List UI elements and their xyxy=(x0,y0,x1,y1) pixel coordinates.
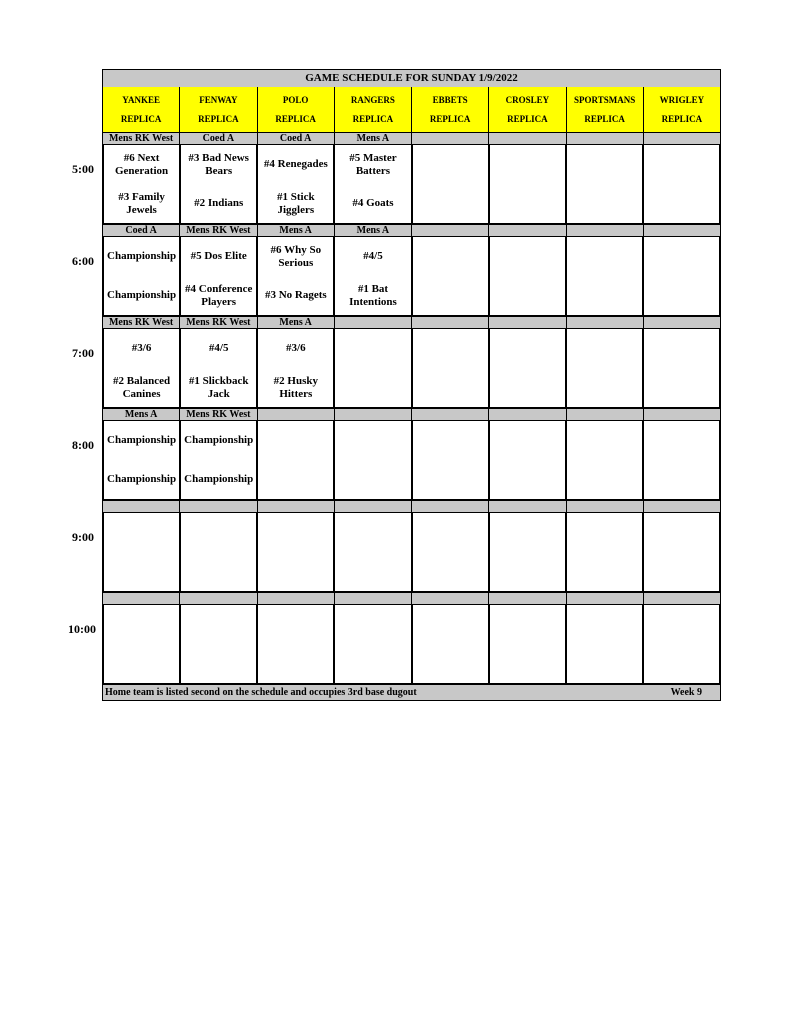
home-team xyxy=(644,184,719,223)
division-label xyxy=(412,225,489,236)
division-label xyxy=(489,133,566,144)
division-label xyxy=(567,133,644,144)
field-header-crosley xyxy=(489,87,566,132)
away-team: Championship xyxy=(107,250,177,262)
home-team xyxy=(567,184,642,223)
away-team xyxy=(644,329,719,368)
away-team xyxy=(644,237,719,276)
division-label xyxy=(412,501,489,512)
division-label xyxy=(644,409,720,420)
away-team xyxy=(567,237,642,276)
game-cell xyxy=(258,421,335,499)
division-label: Mens RK West xyxy=(180,225,257,236)
schedule-grid xyxy=(102,132,721,684)
home-team: Championship xyxy=(107,289,177,301)
away-team xyxy=(413,237,488,276)
home-team xyxy=(567,644,642,683)
home-team: Championship xyxy=(107,473,177,485)
home-team: #4 Goats xyxy=(352,197,394,209)
game-cell xyxy=(335,329,412,407)
away-team xyxy=(490,421,565,460)
division-label xyxy=(335,593,412,604)
game-cell xyxy=(413,605,490,683)
home-team xyxy=(644,368,719,407)
game-cell xyxy=(258,513,335,591)
game-cell xyxy=(567,421,644,499)
division-label xyxy=(412,133,489,144)
division-row xyxy=(102,500,721,513)
away-team: #4/5 xyxy=(363,250,383,262)
field-header-fenway xyxy=(180,87,257,132)
home-team: #2 Husky Hitters xyxy=(273,374,318,400)
division-label xyxy=(258,593,335,604)
field-subtitle: REPLICA xyxy=(584,114,625,125)
home-team xyxy=(181,644,256,683)
home-team xyxy=(644,276,719,315)
field-subtitle: REPLICA xyxy=(429,114,471,125)
game-cell xyxy=(335,237,412,315)
field-name: CROSLEY xyxy=(505,94,550,105)
away-team xyxy=(413,421,488,460)
division-label xyxy=(644,593,720,604)
game-cell xyxy=(413,329,490,407)
away-team xyxy=(567,605,642,644)
home-team xyxy=(490,552,565,591)
field-header-polo xyxy=(258,87,335,132)
away-team: #3 Bad News Bears xyxy=(188,151,249,177)
division-label xyxy=(489,409,566,420)
division-label: Mens A xyxy=(103,409,180,420)
field-name: SPORTSMANS xyxy=(574,94,636,105)
game-cell xyxy=(644,605,719,683)
away-team xyxy=(490,329,565,368)
home-team xyxy=(335,368,410,407)
division-label: Coed A xyxy=(103,225,180,236)
division-label: Mens RK West xyxy=(180,317,257,328)
division-label xyxy=(567,593,644,604)
game-cell xyxy=(258,145,335,223)
division-label xyxy=(103,593,180,604)
division-label: Mens RK West xyxy=(103,317,180,328)
field-header-row xyxy=(102,87,721,132)
time-label: 6:00 xyxy=(72,254,94,268)
division-label: Coed A xyxy=(180,133,257,144)
away-team xyxy=(567,145,642,184)
game-cell xyxy=(258,605,335,683)
field-name: RANGERS xyxy=(350,94,395,105)
division-label xyxy=(180,593,257,604)
field-name: EBBETS xyxy=(432,94,468,105)
time-slot-row xyxy=(102,513,721,592)
away-team xyxy=(644,513,719,552)
home-team xyxy=(413,644,488,683)
game-cell xyxy=(335,421,412,499)
game-cell xyxy=(567,145,644,223)
division-label xyxy=(335,317,412,328)
game-cell xyxy=(181,145,258,223)
field-subtitle: REPLICA xyxy=(507,114,548,125)
away-team: #5 Dos Elite xyxy=(190,250,247,262)
home-team xyxy=(490,184,565,223)
away-team xyxy=(490,513,565,552)
division-label xyxy=(335,501,412,512)
home-team xyxy=(335,644,410,683)
footer-note: Home team is listed second on the schedule and occupies 3rd base dugout xyxy=(105,687,417,698)
division-label xyxy=(644,133,720,144)
away-team xyxy=(413,329,488,368)
away-team: #4/5 xyxy=(208,342,229,354)
away-team xyxy=(413,513,488,552)
division-row xyxy=(102,224,721,237)
home-team: #2 Indians xyxy=(194,197,244,209)
home-team: #1 Bat Intentions xyxy=(349,282,397,308)
division-label xyxy=(258,409,335,420)
game-cell xyxy=(104,513,181,591)
division-label: Mens A xyxy=(258,225,335,236)
game-cell xyxy=(490,145,567,223)
division-row xyxy=(102,316,721,329)
game-cell xyxy=(335,513,412,591)
away-team: #4 Renegades xyxy=(263,158,328,170)
home-team xyxy=(181,552,256,591)
home-team xyxy=(490,368,565,407)
home-team xyxy=(567,460,642,499)
division-label xyxy=(412,409,489,420)
home-team xyxy=(413,368,488,407)
home-team: #2 Balanced Canines xyxy=(112,374,171,400)
away-team xyxy=(490,605,565,644)
away-team xyxy=(413,605,488,644)
game-cell xyxy=(181,237,258,315)
away-team xyxy=(335,513,410,552)
home-team xyxy=(104,644,179,683)
home-team xyxy=(413,184,488,223)
division-label xyxy=(644,225,720,236)
time-label: 10:00 xyxy=(68,622,96,636)
field-header-sportsmans xyxy=(567,87,644,132)
home-team xyxy=(644,460,719,499)
division-label: Mens RK West xyxy=(103,133,180,144)
away-team: Championship xyxy=(107,434,177,446)
division-label xyxy=(644,501,720,512)
game-cell xyxy=(490,237,567,315)
away-team xyxy=(413,145,488,184)
away-team xyxy=(490,145,565,184)
home-team xyxy=(490,276,565,315)
game-cell xyxy=(104,329,181,407)
home-team xyxy=(335,460,410,499)
home-team: Championship xyxy=(184,473,254,485)
away-team xyxy=(567,513,642,552)
field-name: WRIGLEY xyxy=(659,94,705,105)
home-team xyxy=(490,644,565,683)
home-team: #3 Family Jewels xyxy=(118,190,165,216)
division-label xyxy=(489,593,566,604)
time-label: 5:00 xyxy=(72,162,94,176)
field-subtitle: REPLICA xyxy=(120,114,162,125)
division-row xyxy=(102,592,721,605)
time-slot-row xyxy=(102,605,721,684)
division-label xyxy=(103,501,180,512)
away-team: #3/6 xyxy=(286,342,306,354)
game-cell xyxy=(567,329,644,407)
away-team xyxy=(644,145,719,184)
field-header-rangers xyxy=(335,87,412,132)
division-label: Coed A xyxy=(258,133,335,144)
away-team xyxy=(258,513,333,552)
division-label: Mens RK West xyxy=(180,409,257,420)
game-cell xyxy=(644,421,719,499)
division-label: Mens A xyxy=(258,317,335,328)
time-label: 9:00 xyxy=(72,530,94,544)
game-cell xyxy=(413,513,490,591)
division-label: Mens A xyxy=(335,225,412,236)
division-label xyxy=(567,409,644,420)
field-subtitle: REPLICA xyxy=(352,114,394,125)
home-team xyxy=(567,276,642,315)
field-header-yankee xyxy=(103,87,180,132)
game-cell xyxy=(104,605,181,683)
game-cell xyxy=(490,329,567,407)
game-cell xyxy=(413,421,490,499)
away-team xyxy=(567,421,642,460)
time-slot-row xyxy=(102,145,721,224)
game-cell xyxy=(335,145,412,223)
division-label xyxy=(489,317,566,328)
time-label: 7:00 xyxy=(72,346,94,360)
game-cell xyxy=(335,605,412,683)
division-label xyxy=(489,225,566,236)
away-team xyxy=(181,513,256,552)
division-label xyxy=(180,501,257,512)
footer-week: Week 9 xyxy=(670,687,702,698)
game-cell xyxy=(567,605,644,683)
away-team xyxy=(335,421,410,460)
away-team xyxy=(335,605,410,644)
away-team xyxy=(490,237,565,276)
away-team: #3/6 xyxy=(131,342,152,354)
away-team xyxy=(644,605,719,644)
game-cell xyxy=(490,513,567,591)
game-cell xyxy=(644,145,719,223)
game-cell xyxy=(104,421,181,499)
game-cell xyxy=(490,605,567,683)
home-team xyxy=(644,644,719,683)
away-team: #5 Master Batters xyxy=(349,151,397,177)
home-team xyxy=(567,552,642,591)
division-row xyxy=(102,132,721,145)
game-cell xyxy=(258,329,335,407)
division-label xyxy=(567,317,644,328)
away-team xyxy=(567,329,642,368)
division-label xyxy=(567,225,644,236)
division-label xyxy=(412,317,489,328)
game-cell xyxy=(181,513,258,591)
division-label xyxy=(644,317,720,328)
game-cell xyxy=(567,513,644,591)
game-cell xyxy=(181,329,258,407)
game-cell xyxy=(413,237,490,315)
time-label: 8:00 xyxy=(72,438,94,452)
division-label xyxy=(335,409,412,420)
home-team xyxy=(644,552,719,591)
game-cell xyxy=(181,421,258,499)
field-name: POLO xyxy=(282,94,309,105)
division-row xyxy=(102,408,721,421)
game-cell xyxy=(644,329,719,407)
field-name: YANKEE xyxy=(122,94,160,105)
home-team: #3 No Ragets xyxy=(264,289,327,301)
away-team: #6 Next Generation xyxy=(114,151,169,177)
home-team xyxy=(567,368,642,407)
schedule-footer xyxy=(102,684,721,701)
field-header-wrigley xyxy=(644,87,720,132)
away-team xyxy=(335,329,410,368)
home-team xyxy=(258,552,333,591)
away-team xyxy=(104,513,179,552)
division-label: Mens A xyxy=(335,133,412,144)
division-label xyxy=(412,593,489,604)
schedule-title: GAME SCHEDULE FOR SUNDAY 1/9/2022 xyxy=(102,69,721,87)
schedule-sheet xyxy=(102,69,721,701)
time-slot-row xyxy=(102,421,721,500)
game-cell xyxy=(567,237,644,315)
game-cell xyxy=(644,513,719,591)
field-subtitle: REPLICA xyxy=(275,114,316,125)
home-team xyxy=(335,552,410,591)
game-cell xyxy=(104,237,181,315)
game-cell xyxy=(413,145,490,223)
home-team xyxy=(258,644,333,683)
division-label xyxy=(489,501,566,512)
away-team xyxy=(181,605,256,644)
home-team xyxy=(490,460,565,499)
game-cell xyxy=(104,145,181,223)
division-label xyxy=(567,501,644,512)
away-team xyxy=(258,605,333,644)
home-team xyxy=(413,276,488,315)
game-cell xyxy=(258,237,335,315)
away-team xyxy=(104,605,179,644)
home-team: #1 Slickback Jack xyxy=(188,374,249,400)
away-team: Championship xyxy=(184,434,254,446)
home-team: #1 Stick Jigglers xyxy=(277,190,315,216)
field-name: FENWAY xyxy=(199,94,238,105)
home-team xyxy=(104,552,179,591)
game-cell xyxy=(490,421,567,499)
game-cell xyxy=(181,605,258,683)
away-team xyxy=(258,421,333,460)
home-team xyxy=(258,460,333,499)
home-team xyxy=(413,460,488,499)
home-team xyxy=(413,552,488,591)
game-cell xyxy=(644,237,719,315)
time-slot-row xyxy=(102,237,721,316)
away-team: #6 Why So Serious xyxy=(270,243,322,269)
division-label xyxy=(258,501,335,512)
time-slot-row xyxy=(102,329,721,408)
field-header-ebbets xyxy=(412,87,489,132)
field-subtitle: REPLICA xyxy=(661,114,703,125)
field-subtitle: REPLICA xyxy=(198,114,239,125)
away-team xyxy=(644,421,719,460)
home-team: #4 Conference Players xyxy=(185,282,253,308)
